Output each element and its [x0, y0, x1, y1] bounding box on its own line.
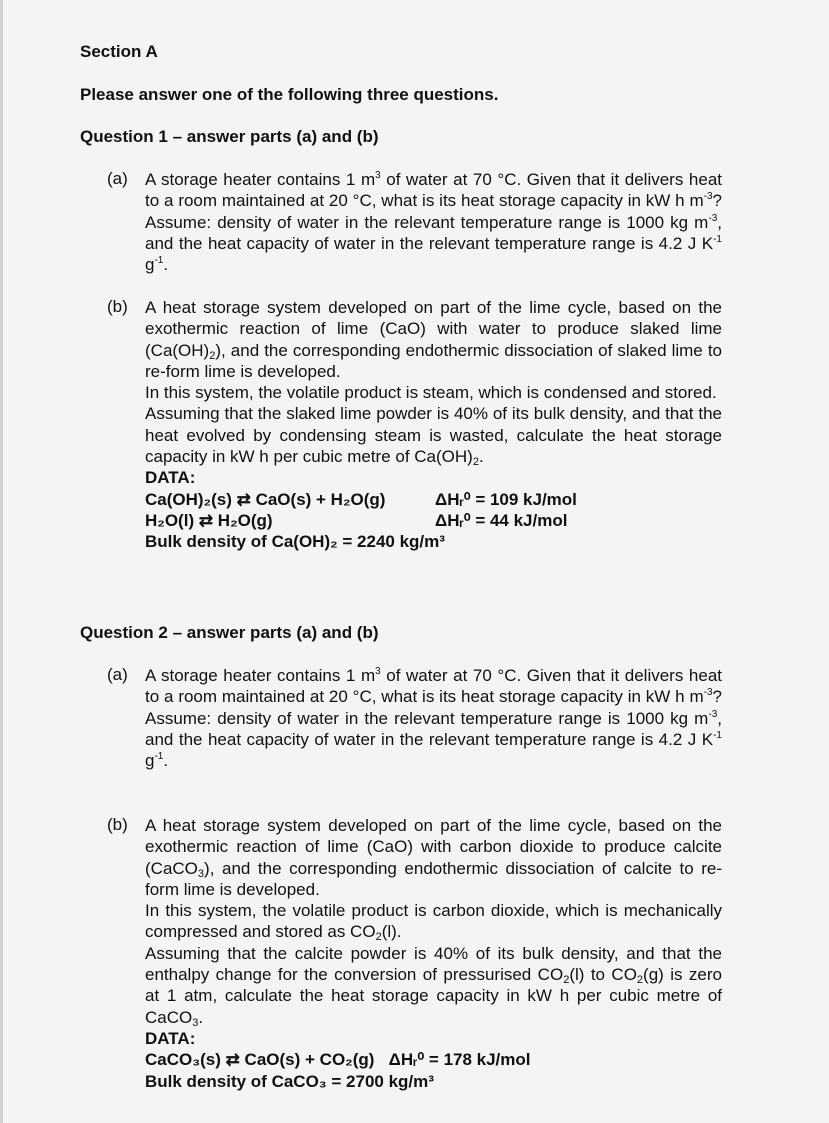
- q2b-paragraph-2: In this system, the volatile product is carbon dioxide, which is mechanically compressed and stored as $CO_2(l)$.: [145, 901, 722, 944]
- q2b-paragraph-1: A heat storage system developed on part of the lime cycle, based on the exothermic reaction of lime (CaO) with carbon dioxide to produce calcite (CaCO$_3$), and the corresponding endothermic dissociation of calcite to re-form lime is developed.: [145, 816, 722, 899]
- section-title: Section A: [80, 42, 158, 61]
- q1-part-a-label: (a): [107, 169, 128, 188]
- q1-part-a-text: A storage heater contains 1 $m^3$ of water at 70 °C. Given that it delivers heat to a room maintained at 20 °C, what is its heat storage capacity in kW h $m^{-3}$? Assume: density of water in the relevant temperature range is 1000 kg $m^{-3}$, and the heat capacity of water in the relevant temperature range is 4.2 J $K^{-1}$ $g^{-1}$.: [145, 170, 723, 275]
- q1-part-b-text: [145, 297, 722, 553]
- q1b-paragraph-2: In this system, the volatile product is steam, which is condensed and stored.: [145, 383, 717, 403]
- q2b-data-label: DATA:: [145, 1028, 196, 1048]
- q2b-equation-1: CaCO₃(s) ⇄ CaO(s) + CO₂(g) ΔHᵣ⁰ = 178 kJ/mol: [145, 1050, 531, 1070]
- q2b-bulk-density: Bulk density of CaCO₃ = 2700 kg/m³: [145, 1071, 434, 1091]
- q1b-equation-2: H₂O(l) ⇄ H₂O(g) ΔHᵣ⁰ = 44 kJ/mol: [145, 510, 568, 530]
- q2-part-a-text: A storage heater contains 1 $m^3$ of water at 70 °C. Given that it delivers heat to a room maintained at 20 °C, what is its heat storage capacity in kW h $m^{-3}$? Assume: density of water in the relevant temperature range is 1000 kg $m^{-3}$, and the heat capacity of water in the relevant temperature range is 4.2 J $K^{-1}$ $g^{-1}$.: [145, 666, 723, 771]
- q1-part-b-label: (b): [107, 297, 128, 316]
- q1b-paragraph-3: Assuming that the slaked lime powder is 40% of its bulk density, and that the heat evolved by condensing steam is wasted, calculate the heat storage capacity in kW h per cubic metre of $Ca(OH)_2$.: [145, 404, 722, 469]
- q1b-equation-1: Ca(OH)₂(s) ⇄ CaO(s) + H₂O(g) ΔHᵣ⁰ = 109 kJ/mol: [145, 489, 577, 509]
- q1b-bulk-density: Bulk density of Ca(OH)₂ = 2240 kg/m³: [145, 532, 445, 552]
- page-edge: [0, 0, 3, 1123]
- q2-part-b-text: [145, 815, 722, 1092]
- instruction: Please answer one of the following three questions.: [80, 85, 499, 104]
- q2b-paragraph-3: Assuming that the calcite powder is 40% of its bulk density, and that the enthalpy change for the conversion of pressurised $CO_2(l)$ to $CO_2(g)$ is zero at 1 atm, calculate the heat storage capacity in kW h per cubic metre of CaCO$_3$.: [145, 943, 722, 1029]
- question-1-title: Question 1 – answer parts (a) and (b): [80, 127, 379, 146]
- q1b-paragraph-1: A heat storage system developed on part of the lime cycle, based on the exothermic reaction of lime (CaO) with water to produce slaked lime $(Ca(OH)_2)$, and the corresponding endothermic dissociation of slaked lime to re-form lime is developed.: [145, 298, 722, 381]
- question-2-title: Question 2 – answer parts (a) and (b): [80, 623, 379, 642]
- q1b-data-label: DATA:: [145, 468, 196, 488]
- q2-part-a-label: (a): [107, 665, 128, 684]
- q2-part-b-label: (b): [107, 815, 128, 834]
